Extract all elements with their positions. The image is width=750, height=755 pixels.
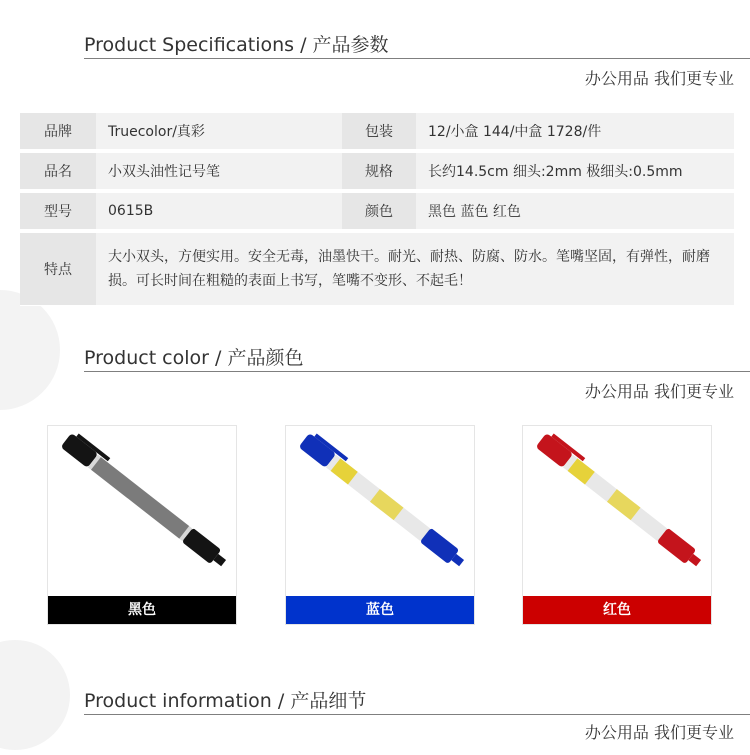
color-card-blue [285,425,475,625]
spec-value: Truecolor/真彩 [96,113,342,150]
section-title-color: Product color / 产品颜色 [84,347,750,372]
spec-key: 规格 [342,153,416,190]
marker-pen-image [286,426,474,596]
spec-row-features [20,233,734,306]
spec-row [20,153,734,190]
spec-table [20,110,734,309]
spec-key: 品名 [20,153,96,190]
spec-value: 0615B [96,193,342,230]
spec-key: 品牌 [20,113,96,150]
spec-key: 特点 [20,233,96,306]
marker-pen-image [523,426,711,596]
spec-value: 黑色 蓝色 红色 [416,193,734,230]
color-label-bar: 红色 [523,596,711,624]
spec-features-text: 大小双头，方便实用。安全无毒，油墨快干。耐光、耐热、防腐、防水。笔嘴坚固，有弹性，耐磨损。可长时间在粗糙的表面上书写，笔嘴不变形、不起毛！ [96,233,734,306]
spec-key: 颜色 [342,193,416,230]
spec-row [20,113,734,150]
color-label-bar: 黑色 [48,596,236,624]
section-slogan: 办公用品 我们更专业 [584,69,734,88]
section-title-specifications: Product Specifications / 产品参数 [84,34,750,59]
color-label-bar: 蓝色 [286,596,474,624]
spec-value: 12/小盒 144/中盒 1728/件 [416,113,734,150]
spec-key: 型号 [20,193,96,230]
section-title-information: Product information / 产品细节 [84,690,750,715]
spec-row [20,193,734,230]
spec-value: 小双头油性记号笔 [96,153,342,190]
marker-pen-image [48,426,236,596]
color-card-black [47,425,237,625]
section-slogan: 办公用品 我们更专业 [584,382,734,401]
section-slogan: 办公用品 我们更专业 [584,723,734,742]
spec-key: 包装 [342,113,416,150]
spec-value: 长约14.5cm 细头:2mm 极细头:0.5mm [416,153,734,190]
background-circle [0,640,70,750]
color-card-red [522,425,712,625]
